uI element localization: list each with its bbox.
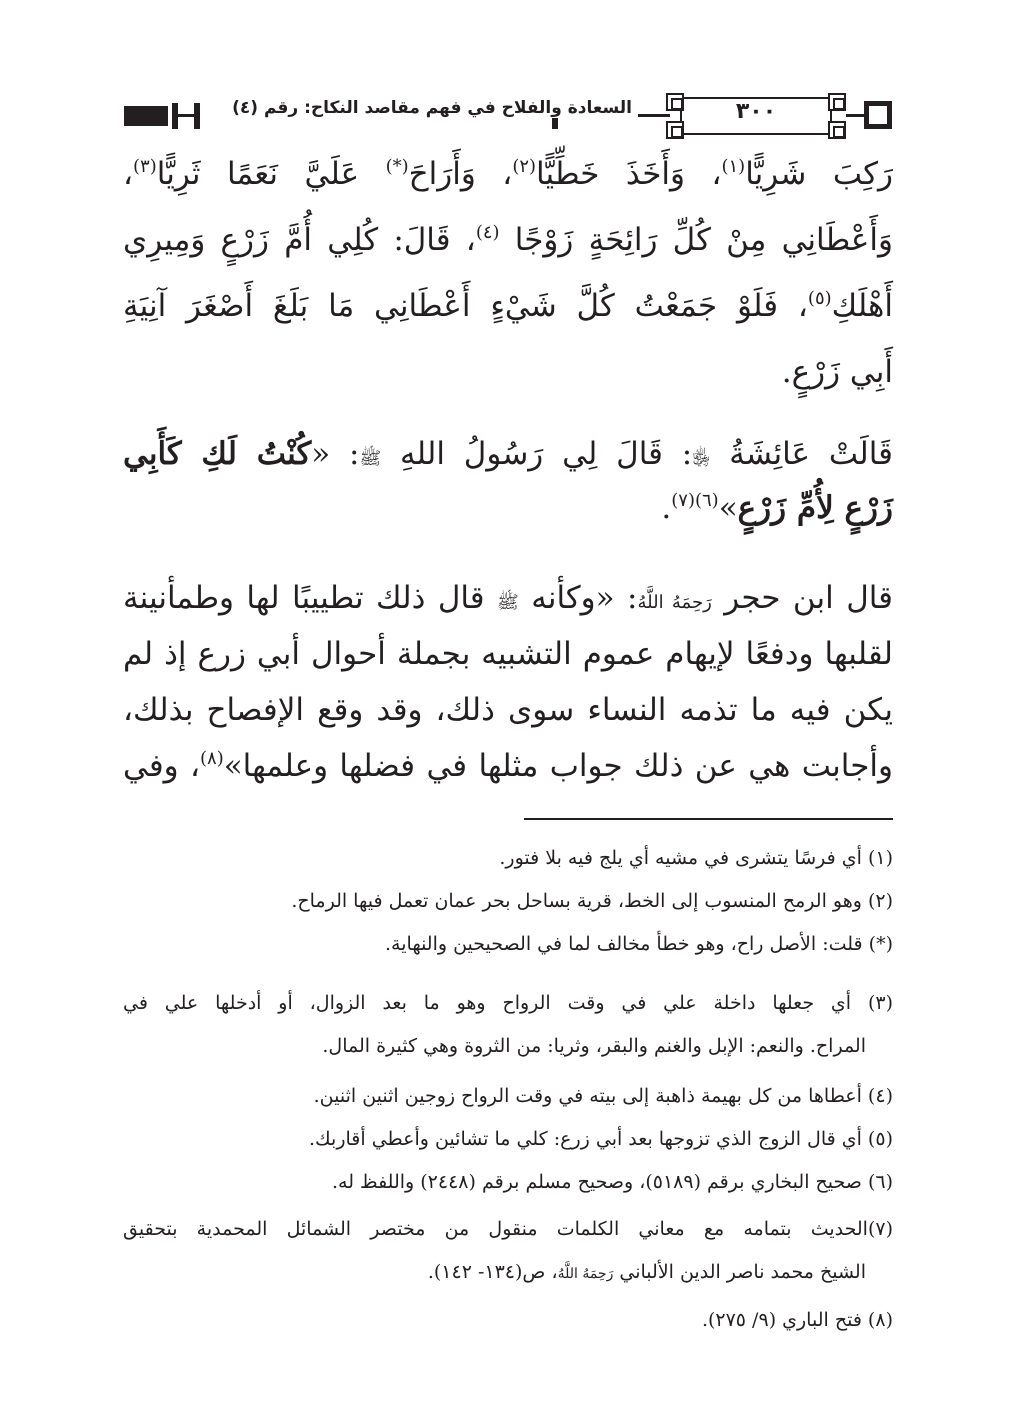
footnote-3: (٣) أي جعلها داخلة علي في وقت الرواح وهو ما بعد الزوال، أو أدخلها علي في xyxy=(123,992,893,1014)
header-left-bar xyxy=(124,106,168,126)
page-header xyxy=(120,86,890,144)
footnote-2: (٢) وهو الرمح المنسوب إلى الخط، قرية بساحل بحر عمان تعمل فيها الرماح. xyxy=(291,890,893,912)
honorific-symbol: ﵂ xyxy=(692,448,711,469)
header-right-square xyxy=(864,101,892,129)
text-segment: ، ص(١٣٤- ١٤٢). xyxy=(427,1261,558,1283)
text-segment: وَأَعْطَانِي مِنْ كُلِّ رَائِحَةٍ زَوْجًا xyxy=(499,222,893,258)
text-segment: : «وكأنه xyxy=(518,580,638,616)
text-segment: رَكِبَ شَرِيًّا xyxy=(745,156,893,192)
footnote-ref[interactable]: (٨) xyxy=(199,748,224,769)
page-number-box xyxy=(666,93,846,139)
body-line-9: يكن فيه ما تذمه النساء سوى ذلك، وقد وقع الإفصاح بذلك، xyxy=(123,692,893,728)
header-rule-right xyxy=(846,114,864,117)
header-rule-left xyxy=(178,114,194,117)
text-segment: » xyxy=(718,490,738,526)
text-segment: : قَالَ لِي رَسُولُ اللهِ xyxy=(381,436,693,472)
text-segment: قَالَتْ عَائِشَةُ xyxy=(710,436,893,472)
text-segment: ، قَالَ: كُلِي أُمَّ زَرْعٍ وَمِيرِي xyxy=(123,222,476,258)
text-segment: ، وَأَخَذَ خَطِّيًّا xyxy=(536,156,722,192)
honorific-symbol: رَحِمَهُ اللَّهُ xyxy=(557,1266,614,1282)
body-line-10 xyxy=(123,744,893,788)
footnote-8: (٨) فتح الباري (٩/ ٢٧٥). xyxy=(701,1309,893,1331)
text-segment: ، xyxy=(123,156,134,192)
footnote-7: (٧)الحديث بتمامه مع معاني الكلمات منقول من مختصر الشمائل المحمدية بتحقيق xyxy=(123,1218,893,1240)
footnote-star: (*) قلت: الأصل راح، وهو خطأ مخالف لما في الصحيحين والنهاية. xyxy=(385,933,893,955)
body-line-8: لقلبها ودفعًا لإيهام عموم التشبيه بجملة أحوال أبي زرع إذ لم xyxy=(123,636,893,672)
body-line-4: أَبِي زَرْعٍ. xyxy=(781,354,893,390)
running-title: السعادة والفلاح في فهم مقاصد النكاح: رقم (٤) xyxy=(226,98,638,118)
footnote-1: (١) أي فرسًا يتشرى في مشيه أي يلج فيه بلا فتور. xyxy=(499,847,893,869)
body-line-5 xyxy=(123,432,893,481)
footnote-6: (٦) صحيح البخاري برقم (٥١٨٩)، وصحيح مسلم برقم (٢٤٤٨) واللفظ له. xyxy=(331,1171,893,1193)
text-segment: عَلَيَّ نَعَمًا ثَرِيًّا xyxy=(156,156,386,192)
hadith-quote: زَرْعٍ لِأُمِّ زَرْعٍ xyxy=(737,490,893,526)
text-segment: الشيخ محمد ناصر الدين الألباني xyxy=(613,1261,866,1283)
hadith-quote: كُنْتُ لَكِ كَأَبِي xyxy=(123,436,312,472)
body-line-6 xyxy=(123,486,893,530)
footnote-ref[interactable]: (٥) xyxy=(807,288,832,309)
text-segment: ، فَلَوْ جَمَعْتُ كُلَّ شَيْءٍ أَعْطَانِي مَا بَلَغَ أَصْغَرَ آنِيَةِ xyxy=(123,288,808,324)
text-segment: قال ابن حجر xyxy=(711,580,893,616)
footnote-4: (٤) أعطاها من كل بهيمة ذاهبة إلى بيته في وقت الرواح زوجين اثنين اثنين. xyxy=(313,1085,893,1107)
page-number: ٣٠٠ xyxy=(735,99,777,124)
salawat-symbol: ﷺ xyxy=(497,592,519,613)
body-line-7 xyxy=(123,576,893,625)
footnote-ref[interactable]: (٣) xyxy=(133,156,157,177)
footnote-ref[interactable]: (٤) xyxy=(475,222,500,243)
footnote-7-cont xyxy=(428,1256,866,1290)
body-line-1 xyxy=(123,152,893,196)
text-segment: : « xyxy=(311,436,360,472)
body-line-3 xyxy=(123,284,893,328)
footnote-5: (٥) أي قال الزوج الذي تزوجها بعد أبي زرع: كلي ما تشائين وأعطي أقاربك. xyxy=(309,1128,893,1150)
footnote-ref[interactable]: (*) xyxy=(385,156,409,177)
footnote-separator xyxy=(524,818,893,820)
text-segment: وأجابت هي عن ذلك جواب مثلها في فضلها وعلمها» xyxy=(223,748,893,784)
text-segment: أَهْلَكِ xyxy=(831,288,893,324)
footnote-ref[interactable]: (٦)(٧) xyxy=(671,490,719,511)
footnote-3-cont: المراح. والنعم: الإبل والغنم والبقر، وثريا: من الثروة وهي كثيرة المال. xyxy=(322,1035,866,1057)
text-segment: ، وَأَرَاحَ xyxy=(408,156,513,192)
footnote-ref[interactable]: (٢) xyxy=(512,156,537,177)
text-segment: قال ذلك تطييبًا لها وطمأنينة xyxy=(123,580,498,616)
footnote-ref[interactable]: (١) xyxy=(721,156,746,177)
body-line-2 xyxy=(123,218,893,262)
salawat-symbol: ﷺ xyxy=(359,448,382,469)
text-segment: ، وفي xyxy=(123,748,200,784)
honorific-symbol: رَحِمَهُ اللَّهُ xyxy=(637,592,712,613)
text-segment: . xyxy=(661,490,672,526)
header-stub-2 xyxy=(194,103,200,129)
